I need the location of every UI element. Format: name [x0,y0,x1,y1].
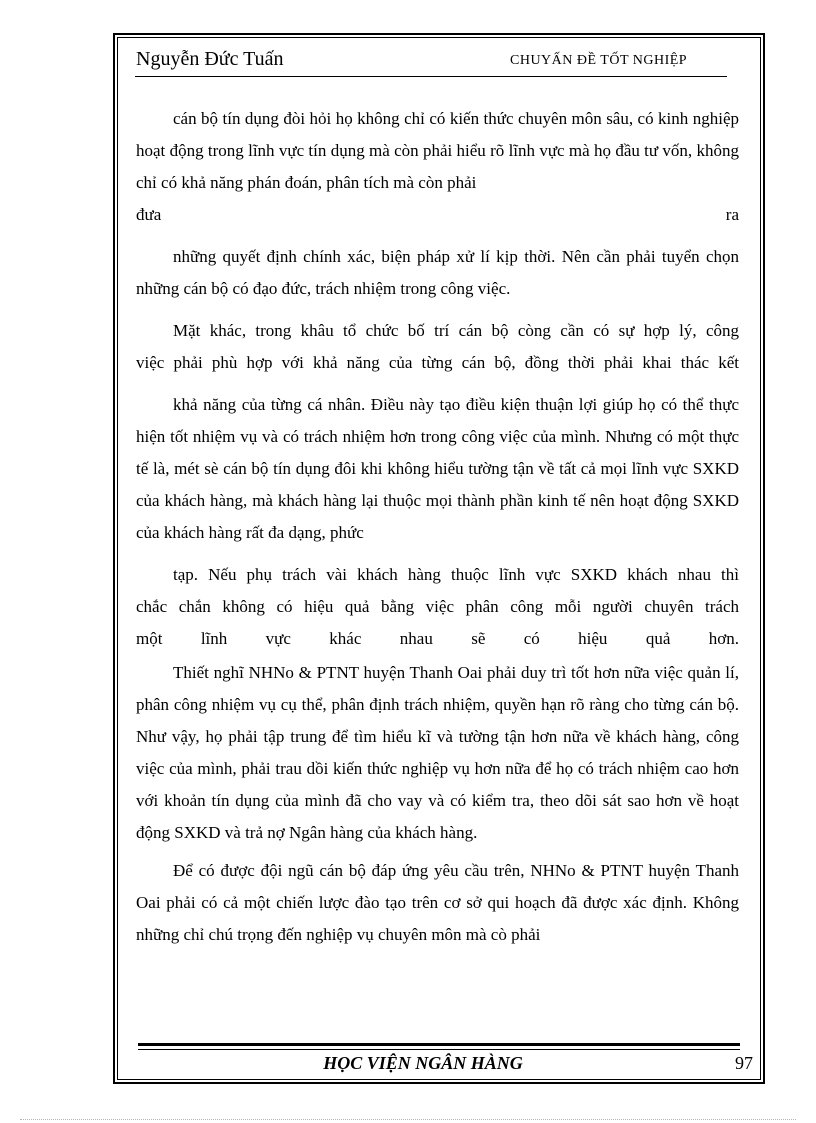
footer-rule-thick [138,1043,740,1046]
page-bottom-dotted-rule [20,1119,796,1120]
paragraph-5-line-2: chắc chắn không có hiệu quả bằng việc phân công mỗi người chuyên trách [136,597,739,616]
paragraph-7: Để có được đội ngũ cán bộ đáp ứng yêu cầu trên, NHNo & PTNT huyện Thanh Oai phải có cả một chiến lược đào tạo trên cơ sở qui hoạch đã được xác định. Không những chỉ chú trọng đến nghiệp vụ chuyên môn mà cò phải [136,861,739,944]
header-rule [135,76,727,77]
paragraph-5-line-3: một lĩnh vực khác nhau sẽ có hiệu quả hơn. [136,629,739,648]
paragraph-3-line-1: Mặt khác, trong khâu tổ chức bố trí cán bộ còng cần có sự hợp lý, công [173,321,739,340]
body-text [136,103,739,951]
footer-school-name: HỌC VIỆN NGÂN HÀNG [323,1053,523,1073]
paragraph-1-last-word-right: ra [725,205,739,224]
paragraph-1: cán bộ tín dụng đòi hỏi họ không chỉ có kiến thức chuyên môn sâu, có kinh nghiệp hoạt động trong lĩnh vực tín dụng mà còn phải hiểu rõ lĩnh vực mà họ đầu tư vốn, không chỉ có khả năng phán đoán, phân tích mà còn phải [136,109,739,192]
paragraph-6: Thiết nghĩ NHNo & PTNT huyện Thanh Oai phải duy trì tốt hơn nữa việc quản lí, phân công nhiệm vụ cụ thể, phân định trách nhiệm, quyền hạn rõ ràng cho từng cán bộ. Như vậy, họ phải tập trung để tìm hiểu kĩ và tường tận hơn nữa về khách hàng, công việc của mình, phải trau dồi kiến thức nghiệp vụ hơn nữa để họ có trách nhiệm cao hơn với khoản tín dụng của mình đã cho vay và có kiểm tra, theo dõi sát sao hơn về hoạt động SXKD và trả nợ Ngân hàng của khách hàng. [136,663,739,842]
page-number: 97 [735,1053,753,1073]
paragraph-1-last-word-left: đưa [136,205,162,224]
header-author: Nguyễn Đức Tuấn [136,48,284,70]
paragraph-1-last-line [136,199,739,231]
footer-rule-thin [138,1049,740,1050]
header-title: CHUYẤN ĐỀ TỐT NGHIỆP [510,53,688,68]
paragraph-4: khả năng của từng cá nhân. Điều này tạo điều kiện thuận lợi giúp họ có thể thực hiện tốt nhiệm vụ và có trách nhiệm hơn trong công việc của mình. Nhưng có một thực tế là, mét sè cán bộ tín dụng đôi khi không hiểu tường tận về tất cả mọi lĩnh vực SXKD của khách hàng, mà khách hàng lại thuộc mọi thành phần kinh tế nên hoạt động SXKD của khách hàng rất đa dạng, phức [136,395,739,542]
paragraph-2: những quyết định chính xác, biện pháp xử lí kịp thời. Nên cần phải tuyển chọn những cán bộ có đạo đức, trách nhiệm trong công việc. [136,247,739,298]
paragraph-5-line-1: tạp. Nếu phụ trách vài khách hàng thuộc lĩnh vực SXKD khách nhau thì [173,565,739,584]
paragraph-3-line-2: việc phải phù hợp với khả năng của từng cán bộ, đồng thời phải khai thác kết [136,353,739,372]
